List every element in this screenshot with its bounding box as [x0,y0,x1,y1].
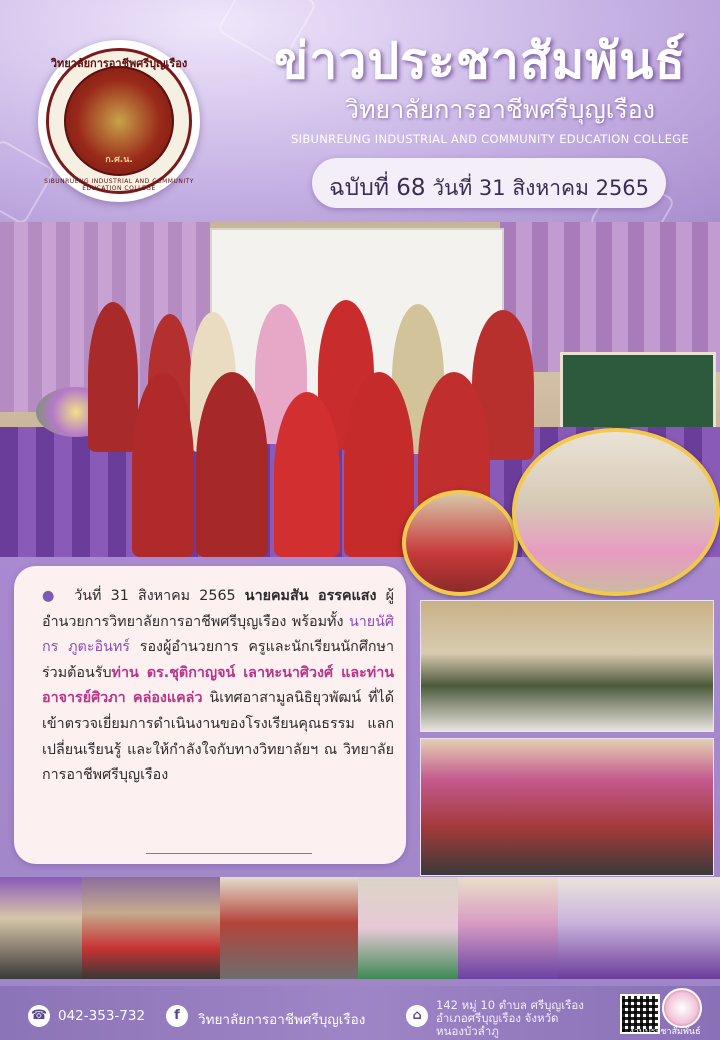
strip-photo-5 [458,877,558,979]
home-address-icon: ⌂ [406,1005,428,1027]
article-segment: ผู้อำนวยการวิทยาลัยการอาชีพศรีบุญเรือง พร้อมทั้ง [42,588,395,630]
person-figure [274,392,340,557]
article-segment: รองผู้อำนวยการ ครูและนักเรียนนักศึกษา ร่วมต้อนรับ [42,639,394,681]
strip-photo-1 [0,877,82,979]
deputy-name: นายนัศิกร ภูตะอินทร์ [42,613,394,656]
issue-number: ฉบับที่ 68 [328,175,426,201]
issue-date: วันที่ 31 สิงหาคม 2565 [432,176,650,200]
strip-photo-6 [558,877,720,979]
bullet-icon: ● [42,588,60,604]
divider-line [146,853,312,854]
guest-names: ท่าน ดร.ชุติกาญจน์ เลาหะนาศิวงศ์ และท่านอาจารย์ศิวภา คล่องแคล่ว [42,664,394,707]
inset-photo-speaker [402,490,518,596]
address-line-2: อำเภอศรีบุญเรือง จังหวัด [436,1011,559,1025]
address-line-1: 142 หมู่ 10 ตำบล ศรีบุญเรือง [436,998,584,1012]
strip-photo-3 [220,877,358,979]
phone-number: 042-353-732 [58,1008,146,1024]
seal-top-text: วิทยาลัยการอาชีพศรีบุญเรือง [50,57,188,70]
director-name: นายคมสัน อรรคแสง [244,588,377,604]
phone-icon: ☎ [28,1005,50,1027]
pr-department-label: งานประชาสัมพันธ์ [629,1027,701,1037]
inset-photo-meeting [512,428,720,596]
article-card [14,566,406,864]
person-figure [196,372,268,557]
address-block [436,999,584,1038]
college-seal-logo [38,40,200,202]
article-segment: นิเทศอาสามูลนิธิยุวพัฒน์ ที่ได้เข้าตรวจเยี่ยมการดำเนินงานของโรงเรียนคุณธรรม แลกเปลี่ยนเรียนรู้ และให้กำลังใจกับทางวิทยาลัยฯ ณ วิทยาลัยการอาชีพศรีบุญเรือง [42,690,395,784]
seal-bottom-text: SIBUNRUENG INDUSTRIAL AND COMMUNITY EDUCATION COLLEGE [44,178,194,192]
seal-abbreviation: ก.ศ.น. [105,155,133,165]
strip-photo-2 [82,877,220,979]
photo-students [420,738,714,876]
college-name-english: SIBUNREUNG INDUSTRIAL AND COMMUNITY EDUCATION COLLEGE [291,132,689,146]
facebook-page-name[interactable]: วิทยาลัยการอาชีพศรีบุญเรือง [198,1012,366,1028]
header-banner [0,0,720,230]
person-figure [132,372,194,557]
address-line-3: หนองบัวลำภู [436,1024,499,1038]
article-text [42,584,394,789]
newsletter-title: ข่าวประชาสัมพันธ์ [274,32,686,90]
strip-photo-4 [358,877,458,979]
college-name-thai: วิทยาลัยการอาชีพศรีบุญเรือง [345,95,655,124]
photo-assembly [420,600,714,732]
issue-badge [312,158,666,208]
person-figure [88,302,138,452]
pr-department-logo [662,988,702,1028]
facebook-icon[interactable]: f [166,1005,188,1027]
article-date: วันที่ 31 สิงหาคม 2565 [74,588,245,604]
photo-curtain [500,222,720,372]
